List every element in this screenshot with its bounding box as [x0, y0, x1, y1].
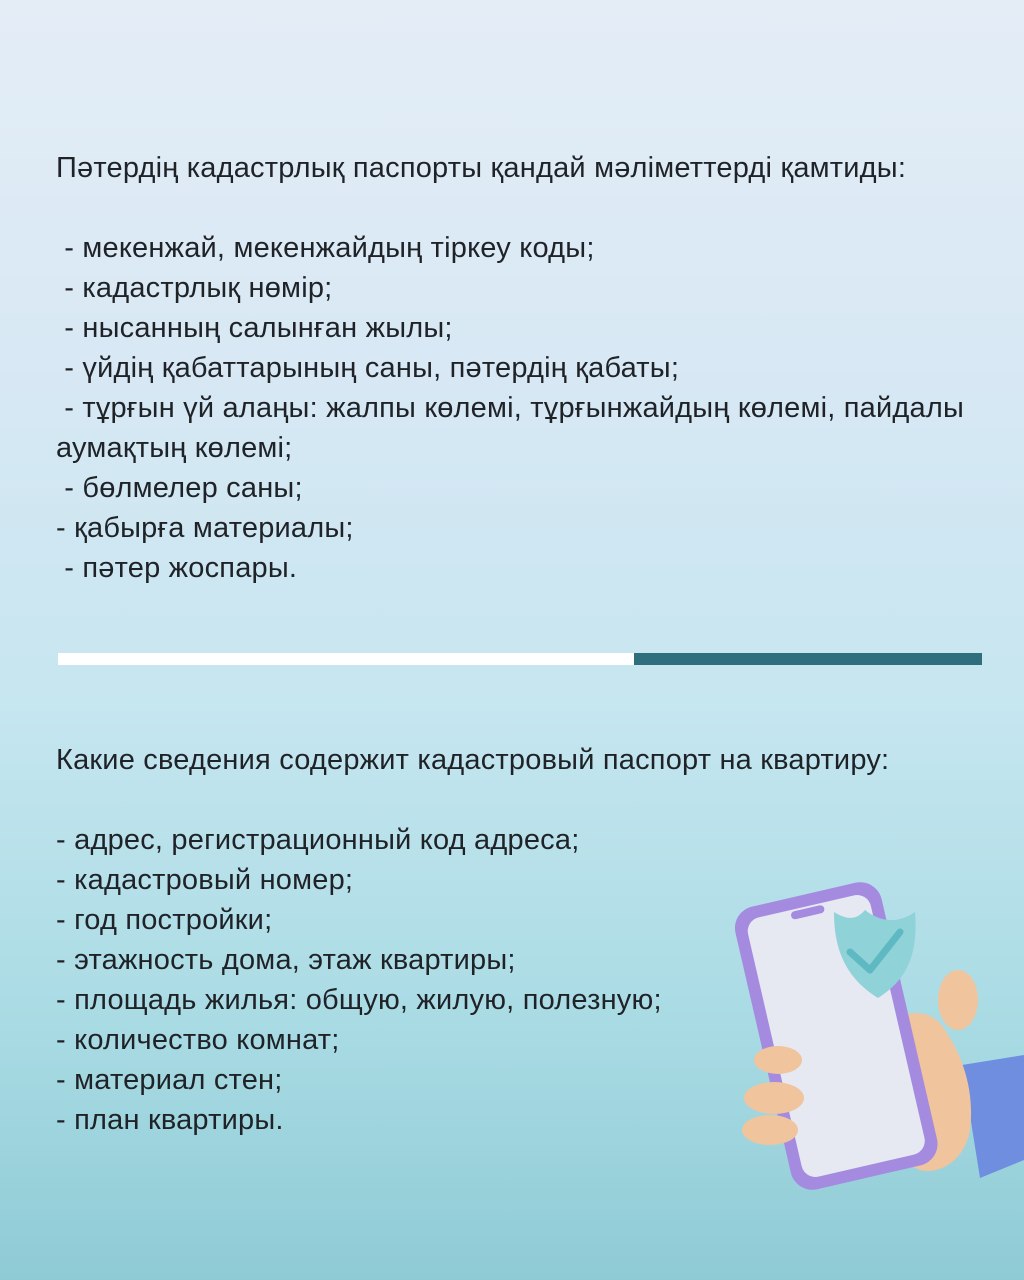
kazakh-list	[56, 228, 994, 588]
list-item: - пәтер жоспары.	[56, 552, 298, 584]
list-item: - план квартиры.	[56, 1104, 284, 1136]
list-item: - тұрғын үй алаңы: жалпы көлемі, тұрғынжайдың көлемі, пайдалы аумақтың көлемі;	[56, 392, 973, 464]
divider-dark-segment	[634, 653, 982, 665]
kazakh-section	[56, 148, 994, 588]
list-item: - мекенжай, мекенжайдың тіркеу коды;	[56, 232, 595, 264]
divider-light-segment	[58, 653, 634, 665]
list-item: - нысанның салынған жылы;	[56, 312, 453, 344]
section-divider	[58, 653, 982, 665]
russian-heading: Какие сведения содержит кадастровый паспорт на квартиру:	[56, 744, 890, 776]
list-item: - қабырға материалы;	[56, 512, 354, 544]
finger-shape	[744, 1082, 804, 1114]
kazakh-heading: Пәтердің кадастрлық паспорты қандай мәліметтерді қамтиды:	[56, 152, 907, 184]
list-item: - кадастрлық нөмір;	[56, 272, 333, 304]
thumb-shape	[938, 970, 978, 1030]
list-item: - материал стен;	[56, 1064, 283, 1096]
list-item: - этажность дома, этаж квартиры;	[56, 944, 516, 976]
list-item: - бөлмелер саны;	[56, 472, 303, 504]
finger-shape	[742, 1115, 798, 1145]
list-item: - кадастровый номер;	[56, 864, 354, 896]
list-item: - количество комнат;	[56, 1024, 340, 1056]
phone-illustration	[730, 860, 1024, 1200]
list-item: - год постройки;	[56, 904, 273, 936]
list-item: - үйдің қабаттарының саны, пәтердің қабаты;	[56, 352, 680, 384]
sleeve-shape	[962, 1055, 1024, 1178]
list-item: - адрес, регистрационный код адреса;	[56, 824, 580, 856]
finger-shape	[754, 1046, 802, 1074]
list-item: - площадь жилья: общую, жилую, полезную;	[56, 984, 662, 1016]
